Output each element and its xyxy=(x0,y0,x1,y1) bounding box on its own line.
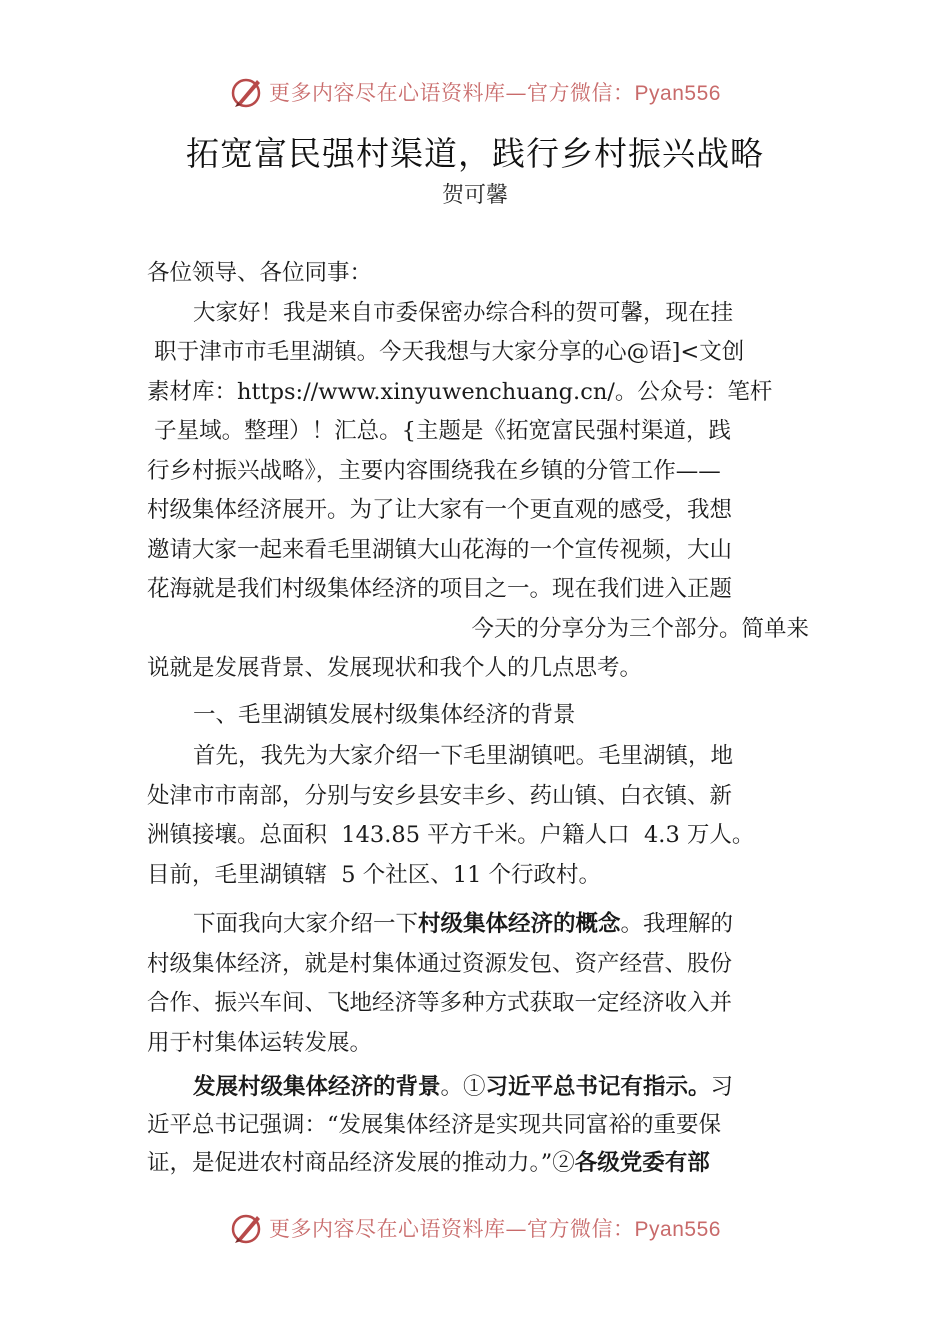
intro-block xyxy=(147,254,809,689)
section1-line: 洲镇接壤。总面积 143.85 平方千米。户籍人口 4.3 万人。 xyxy=(147,822,755,848)
intro-line: 今天的分享分为三个部分。简单来 xyxy=(471,615,809,642)
intro-line: 说就是发展背景、发展现状和我个人的几点思考。 xyxy=(147,655,643,681)
document-title: 拓宽富民强村渠道，践行乡村振兴战略 xyxy=(186,134,764,173)
banner-text xyxy=(269,77,721,107)
intro-line: 邀请大家一起来看毛里湖镇大山花海的一个宣传视频，大山 xyxy=(147,536,733,563)
banner-label: 更多内容尽在心语资料库—官方微信： xyxy=(269,81,635,105)
background-tail: 习 xyxy=(710,1074,734,1100)
banner-label: 更多内容尽在心语资料库—官方微信： xyxy=(269,1217,635,1241)
concept-line xyxy=(147,905,809,945)
intro-line: 村级集体经济展开。为了让大家有一个更直观的感受，我想 xyxy=(147,497,733,523)
background-bold-point: 习近平总书记有指示。 xyxy=(485,1074,711,1100)
concept-line: 合作、振兴车间、飞地经济等多种方式获取一定经济收入并 xyxy=(147,990,733,1016)
banner-text xyxy=(269,1213,721,1243)
footer-banner xyxy=(0,1208,950,1248)
background-line xyxy=(147,1144,809,1182)
section1-line: 首先，我先为大家介绍一下毛里湖镇吧。毛里湖镇，地 xyxy=(193,743,734,769)
background-paragraph xyxy=(147,1068,809,1182)
background-line xyxy=(147,1068,809,1106)
section1-paragraph xyxy=(147,737,809,895)
concept-line: 用于村集体运转发展。 xyxy=(147,1029,373,1056)
background-line: 近平总书记强调：“发展集体经济是实现共同富裕的重要保 xyxy=(147,1112,722,1138)
intro-line: 职于津市市毛里湖镇。今天我想与大家分享的心@语]<文创 xyxy=(147,339,745,365)
document-author: 贺可馨 xyxy=(441,183,508,208)
section1-line: 目前，毛里湖镇辖 5 个社区、11 个行政村。 xyxy=(147,861,602,888)
concept-bold: 村级集体经济的概念 xyxy=(418,911,621,937)
background-sep: 。① xyxy=(440,1074,486,1100)
salutation: 各位领导、各位同事： xyxy=(147,260,373,286)
concept-rest: 。我理解的 xyxy=(620,911,734,937)
intro-line: 子星域。整理）！汇总。{主题是《拓宽富民强村渠道，践 xyxy=(147,418,731,444)
concept-line: 村级集体经济，就是村集体通过资源发包、资产经营、股份 xyxy=(147,950,733,977)
pen-logo-icon xyxy=(229,1210,265,1246)
concept-paragraph xyxy=(147,905,809,1063)
background-bold-point2: 各级党委有部 xyxy=(574,1150,710,1176)
section1-line: 处津市市南部，分别与安乡县安丰乡、药山镇、白衣镇、新 xyxy=(147,782,733,809)
background-bold-heading: 发展村级集体经济的背景 xyxy=(193,1074,441,1100)
section-heading: 一、毛里湖镇发展村级集体经济的背景 xyxy=(193,702,576,728)
intro-line: 大家好！我是来自市委保密办综合科的贺可馨，现在挂 xyxy=(193,299,734,326)
intro-line: 行乡村振兴战略》，主要内容围绕我在乡镇的分管工作—— xyxy=(147,457,721,484)
pen-logo-icon xyxy=(229,74,265,110)
intro-line: 素材库：https://www.xinyuwenchuang.cn/。公众号：笔杆 xyxy=(147,378,773,405)
header-banner xyxy=(0,72,950,112)
concept-lead: 下面我向大家介绍一下 xyxy=(193,911,419,937)
background-line3a: 证，是促进农村商品经济发展的推动力。”② xyxy=(147,1150,575,1176)
banner-wechat-id: Pyan556 xyxy=(634,82,721,105)
intro-line: 花海就是我们村级集体经济的项目之一。现在我们进入正题 xyxy=(147,576,733,602)
section1-block xyxy=(147,696,809,736)
banner-wechat-id: Pyan556 xyxy=(634,1218,721,1241)
